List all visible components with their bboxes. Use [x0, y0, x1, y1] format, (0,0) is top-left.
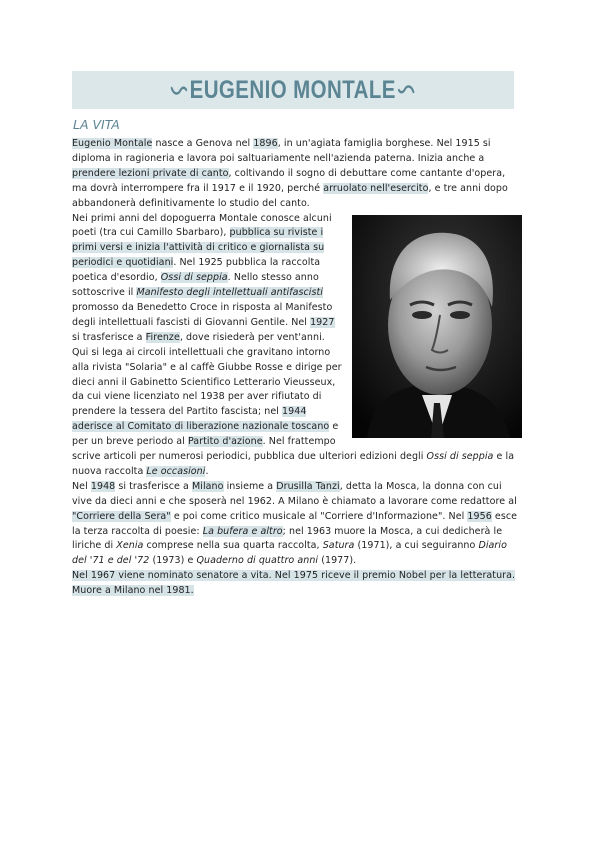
title-banner — [72, 71, 514, 109]
body-text-span: . — [205, 465, 209, 477]
body-text-span: , dove risiederà per vent'anni. Qui si lega ai circoli intellettuali che gravitano intorno alla rivista "Solaria" e al caffè Giubbe Rosse e dirige per dieci anni il Gabinetto Scientifico Letterario Vieusseux, da cui viene licenziato nel 1938 per aver rifiutato di prendere la tessera del Partito fascista; nel — [72, 331, 342, 418]
highlighted-text: 1927 — [310, 316, 335, 328]
title-flourish-icon — [399, 84, 415, 96]
paragraph-1 — [72, 137, 522, 480]
body-text-span: . Nel frattempo scrive articoli per numerosi periodici, pubblica due ulteriori edizioni degli — [72, 436, 427, 463]
highlighted-text: "Corriere della Sera" — [72, 510, 171, 522]
italic-text: Ossi di seppia — [426, 451, 494, 463]
highlighted-text: Nel 1967 viene nominato senatore a vita. Nel 1975 riceve il premio Nobel per la letteratura. Muore a Milano nel 1981. — [72, 570, 516, 597]
highlighted-italic-text: Le occasioni — [146, 465, 206, 477]
highlighted-text: 1956 — [467, 510, 492, 522]
highlighted-italic-text: Ossi di seppia — [160, 272, 228, 284]
body-text-span: e per un breve periodo al — [72, 421, 339, 448]
highlighted-text: arruolato nell'esercito — [323, 182, 429, 194]
paragraph-2 — [72, 480, 522, 569]
body-text-span: (1971), a cui seguiranno — [354, 540, 479, 552]
page-title: EUGENIO MONTALE — [189, 75, 397, 104]
highlighted-text: pubblica su riviste i primi versi e inizia l'attività di critico e giornalista su periodici e quotidiani — [72, 227, 325, 269]
title-flourish-icon — [171, 84, 187, 96]
body-text-span: , e tre anni dopo abbandonerà definitivamente lo studio del canto. — [72, 182, 508, 209]
body-text-span: insieme a — [223, 480, 277, 492]
highlighted-italic-text: La bufera e altro — [202, 525, 283, 537]
highlighted-text: Partito d'azione — [187, 436, 263, 448]
portrait-photo — [352, 215, 522, 438]
body-text-span: , detta la Mosca, la donna con cui vive da dieci anni e che sposerà nel 1962. A Milano è chiamato a lavorare come redattore al — [72, 480, 517, 507]
body-text-span: Nei primi anni del dopoguerra Montale conosce alcuni poeti (tra cui Camillo Sbarbaro), — [72, 212, 332, 239]
body-text-span: , in un'agiata famiglia borghese. Nel 1915 si diploma in ragioneria e lavora poi saltuariamente nell'azienda paterna. Inizia anche a — [72, 138, 491, 164]
body-text-span: (1973) e — [149, 555, 197, 567]
body-text-span: e poi come critico musicale al "Corriere d'Informazione". Nel — [170, 510, 468, 522]
body-text — [72, 137, 522, 599]
highlighted-text: Milano — [192, 480, 224, 492]
highlighted-text: 1944 aderisce al Comitato di liberazione nazionale toscano — [72, 406, 330, 433]
highlighted-text: Drusilla Tanzi — [276, 480, 340, 492]
body-text-span: Nel — [72, 480, 91, 492]
highlighted-text: Firenze — [145, 331, 180, 343]
body-text-span: nasce a Genova nel — [152, 138, 254, 149]
highlighted-text: 1896 — [253, 138, 278, 149]
highlighted-text: 1948 — [90, 480, 116, 492]
body-text-span: . Nel 1925 pubblica la raccolta poetica d'esordio, — [72, 257, 321, 284]
portrait-image — [352, 215, 522, 438]
body-text-span: . Nello stesso anno sottoscrive il — [72, 272, 319, 299]
body-text-span: comprese nella sua quarta raccolta, — [143, 540, 323, 552]
highlighted-text: prendere lezioni private di canto — [72, 167, 229, 179]
italic-text: Diario del '71 e del '72 — [72, 540, 507, 567]
body-text-span: si trasferisce a — [72, 331, 146, 343]
italic-text: Satura — [322, 540, 355, 552]
body-text-span: si trasferisce a — [115, 480, 193, 492]
page-title-group — [169, 76, 418, 105]
section-heading: LA VITA — [73, 117, 120, 132]
body-text-span: e la nuova raccolta — [72, 451, 515, 477]
body-text-span: , coltivando il sogno di debuttare come cantante d'opera, ma dovrà interrompere fra il 1917 e il 1920, perché — [72, 167, 506, 194]
italic-text: Xenia — [116, 540, 144, 552]
body-text-span: promosso da Benedetto Croce in risposta al Manifesto degli intellettuali fascisti di Giovanni Gentile. Nel — [72, 301, 333, 328]
paragraph-3 — [72, 569, 522, 599]
highlighted-italic-text: Manifesto degli intellettuali antifascisti — [136, 287, 323, 299]
highlighted-text: Eugenio Montale — [72, 138, 153, 149]
italic-text: Quaderno di quattro anni — [196, 555, 319, 567]
body-text-span: esce la terza raccolta di poesie: — [72, 510, 518, 537]
body-text-span: (1977). — [318, 555, 357, 567]
body-text-span: ; nel 1963 muore la Mosca, a cui dedicherà le liriche di — [72, 525, 503, 552]
